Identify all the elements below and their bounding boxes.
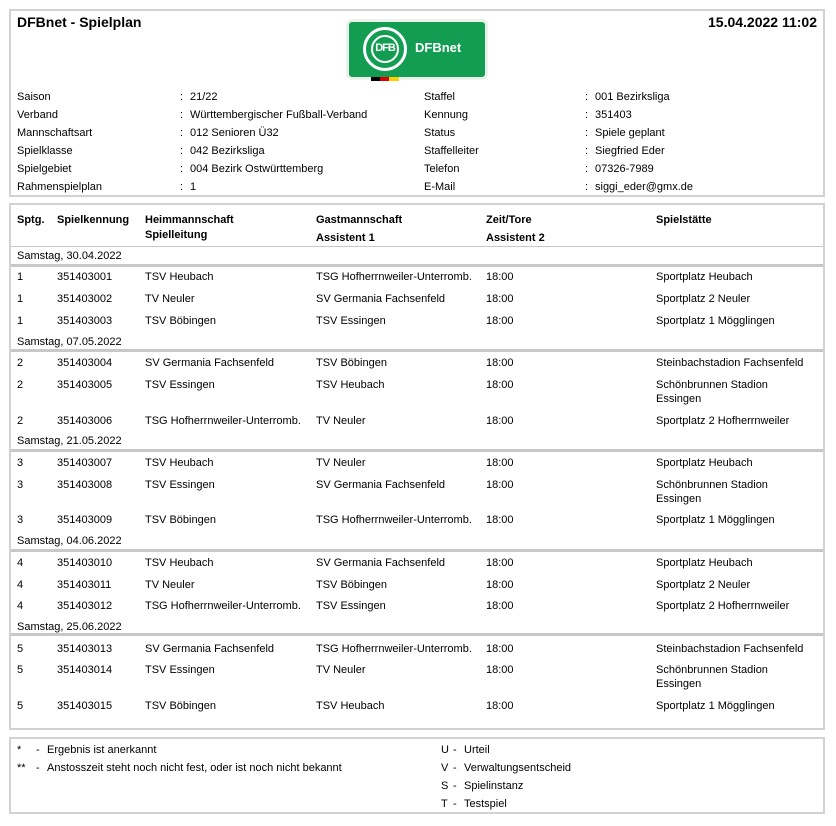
match-day-date: Samstag, 30.04.2022 [17,250,122,262]
legend-dash: - [36,744,40,756]
info-label: Staffelleiter [424,145,479,157]
info-colon: : [180,91,184,103]
game-sptg: 2 [17,357,24,369]
col-heim-sub: Spielleitung [145,229,208,241]
game-sptg: 2 [17,379,24,391]
game-statte: Sportplatz 2 Neuler [656,293,751,305]
game-gast: TSV Böbingen [316,357,387,369]
info-colon: : [180,181,184,193]
col-sptg: Sptg. [17,214,45,226]
info-label: Telefon [424,163,460,175]
game-kennung: 351403003 [57,315,113,327]
header-divider [11,246,823,247]
game-sptg: 4 [17,579,24,591]
info-colon: : [585,145,589,157]
game-gast: TSV Essingen [316,600,386,612]
legend-symbol: V [441,762,449,774]
legend-symbol: S [441,780,449,792]
game-gast: TV Neuler [316,415,366,427]
game-zeit: 18:00 [486,557,514,569]
game-gast: SV Germania Fachsenfeld [316,479,446,491]
info-label: Spielgebiet [17,163,72,175]
info-value: 042 Bezirksliga [190,145,265,157]
legend-text: Ergebnis ist anerkannt [47,744,157,756]
game-heim: TSV Böbingen [145,514,216,526]
legend-text: Anstosszeit steht noch nicht fest, oder ist noch nicht bekannt [47,762,342,774]
info-colon: : [180,127,184,139]
info-colon: : [585,109,589,121]
game-heim: TSV Heubach [145,271,214,283]
game-statte: Schönbrunnen Stadion [656,664,768,676]
legend-dash: - [453,744,457,756]
game-heim: SV Germania Fachsenfeld [145,643,275,655]
info-label: Rahmenspielplan [17,181,102,193]
print-datetime: 15.04.2022 11:02 [708,14,817,30]
game-zeit: 18:00 [486,479,514,491]
game-statte: Schönbrunnen Stadion [656,479,768,491]
flag-icon [371,72,399,76]
game-kennung: 351403002 [57,293,113,305]
game-heim: TSV Böbingen [145,315,216,327]
game-statte-line2: Essingen [656,678,702,690]
day-separator [11,349,823,352]
info-value: siggi_eder@gmx.de [595,181,693,193]
col-gast: Gastmannschaft [316,214,403,226]
game-sptg: 3 [17,479,24,491]
game-sptg: 1 [17,315,24,327]
info-value: 004 Bezirk Ostwürttemberg [190,163,324,175]
game-zeit: 18:00 [486,457,514,469]
legend-dash: - [453,780,457,792]
info-colon: : [585,181,589,193]
game-zeit: 18:00 [486,271,514,283]
game-statte: Sportplatz 1 Mögglingen [656,700,775,712]
info-label: E-Mail [424,181,456,193]
game-heim: TSV Essingen [145,379,215,391]
game-kennung: 351403010 [57,557,113,569]
game-statte: Sportplatz 1 Mögglingen [656,514,775,526]
game-gast: TSV Heubach [316,379,385,391]
legend-symbol: U [441,744,449,756]
day-separator [11,549,823,552]
legend-text: Urteil [464,744,490,756]
game-sptg: 5 [17,643,24,655]
col-statte: Spielstätte [656,214,712,226]
legend-dash: - [453,762,457,774]
game-sptg: 4 [17,557,24,569]
game-kennung: 351403015 [57,700,113,712]
legend-dash: - [453,798,457,810]
game-zeit: 18:00 [486,600,514,612]
game-gast: TSG Hofherrnweiler-Unterromb. [316,514,472,526]
game-kennung: 351403007 [57,457,113,469]
day-separator [11,633,823,636]
game-kennung: 351403013 [57,643,113,655]
legend-text: Verwaltungsentscheid [464,762,572,774]
game-statte: Sportplatz 2 Neuler [656,579,751,591]
game-statte: Schönbrunnen Stadion [656,379,768,391]
game-heim: TSV Heubach [145,557,214,569]
game-statte: Sportplatz Heubach [656,457,753,469]
dfb-emblem-icon: DFB [363,27,407,71]
legend-text: Spielinstanz [464,780,524,792]
game-zeit: 18:00 [486,700,514,712]
game-statte: Sportplatz Heubach [656,557,753,569]
game-kennung: 351403006 [57,415,113,427]
info-value: 351403 [595,109,632,121]
info-value: 1 [190,181,197,193]
game-zeit: 18:00 [486,379,514,391]
match-day-date: Samstag, 21.05.2022 [17,435,122,447]
game-zeit: 18:00 [486,514,514,526]
game-kennung: 351403001 [57,271,113,283]
match-day-date: Samstag, 07.05.2022 [17,336,122,348]
game-gast: TV Neuler [316,664,366,676]
info-colon: : [180,145,184,157]
game-sptg: 5 [17,664,24,676]
info-colon: : [585,91,589,103]
page-title: DFBnet - Spielplan [17,14,142,30]
game-heim: TSG Hofherrnweiler-Unterromb. [145,415,301,427]
info-label: Spielklasse [17,145,73,157]
game-gast: SV Germania Fachsenfeld [316,293,446,305]
game-zeit: 18:00 [486,664,514,676]
game-heim: TSG Hofherrnweiler-Unterromb. [145,600,301,612]
info-value: Spiele geplant [595,127,665,139]
info-value: Württembergischer Fußball-Verband [190,109,368,121]
legend-text: Testspiel [464,798,507,810]
game-gast: TSG Hofherrnweiler-Unterromb. [316,271,472,283]
game-kennung: 351403011 [57,579,112,591]
col-gast-sub: Assistent 1 [316,232,375,244]
game-sptg: 3 [17,514,24,526]
info-label: Saison [17,91,51,103]
game-zeit: 18:00 [486,643,514,655]
info-value: 21/22 [190,91,218,103]
game-gast: SV Germania Fachsenfeld [316,557,446,569]
info-colon: : [585,127,589,139]
legend-symbol: * [17,744,22,756]
game-gast: TV Neuler [316,457,366,469]
game-heim: SV Germania Fachsenfeld [145,357,275,369]
game-kennung: 351403012 [57,600,113,612]
game-statte: Steinbachstadion Fachsenfeld [656,357,804,369]
game-heim: TV Neuler [145,293,195,305]
game-kennung: 351403009 [57,514,113,526]
game-heim: TSV Heubach [145,457,214,469]
dfbnet-logo [346,19,488,80]
col-kennung: Spielkennung [57,214,130,226]
day-separator [11,264,823,267]
legend-symbol: T [441,798,448,810]
logo-text: DFBnet [415,40,462,55]
info-label: Staffel [424,91,455,103]
game-sptg: 5 [17,700,24,712]
match-day-date: Samstag, 04.06.2022 [17,535,122,547]
col-heim: Heimmannschaft [145,214,234,226]
game-zeit: 18:00 [486,415,514,427]
game-heim: TSV Essingen [145,479,215,491]
game-statte: Sportplatz Heubach [656,271,753,283]
game-statte: Sportplatz 2 Hofherrnweiler [656,600,790,612]
game-heim: TSV Essingen [145,664,215,676]
game-statte: Sportplatz 2 Hofherrnweiler [656,415,790,427]
game-heim: TV Neuler [145,579,195,591]
col-zeit-sub: Assistent 2 [486,232,545,244]
game-statte-line2: Essingen [656,493,702,505]
info-colon: : [585,163,589,175]
game-statte-line2: Essingen [656,393,702,405]
game-sptg: 2 [17,415,24,427]
game-gast: TSG Hofherrnweiler-Unterromb. [316,643,472,655]
game-sptg: 1 [17,293,24,305]
info-label: Verband [17,109,58,121]
game-kennung: 351403005 [57,379,113,391]
info-label: Status [424,127,456,139]
game-statte: Sportplatz 1 Mögglingen [656,315,775,327]
game-gast: TSV Böbingen [316,579,387,591]
game-sptg: 1 [17,271,24,283]
game-gast: TSV Heubach [316,700,385,712]
info-label: Kennung [424,109,469,121]
game-heim: TSV Böbingen [145,700,216,712]
game-statte: Steinbachstadion Fachsenfeld [656,643,804,655]
game-gast: TSV Essingen [316,315,386,327]
game-zeit: 18:00 [486,293,514,305]
game-zeit: 18:00 [486,315,514,327]
info-value: 07326-7989 [595,163,654,175]
game-zeit: 18:00 [486,357,514,369]
game-zeit: 18:00 [486,579,514,591]
info-label: Mannschaftsart [17,127,93,139]
game-kennung: 351403014 [57,664,113,676]
col-zeit: Zeit/Tore [486,214,532,226]
info-value: Siegfried Eder [595,145,665,157]
legend-dash: - [36,762,40,774]
day-separator [11,449,823,452]
info-value: 012 Senioren Ü32 [190,127,279,139]
info-value: 001 Bezirksliga [595,91,670,103]
match-day-date: Samstag, 25.06.2022 [17,621,122,633]
legend-symbol: ** [17,762,26,774]
info-colon: : [180,109,184,121]
game-kennung: 351403008 [57,479,113,491]
game-sptg: 3 [17,457,24,469]
info-colon: : [180,163,184,175]
game-kennung: 351403004 [57,357,113,369]
game-sptg: 4 [17,600,24,612]
